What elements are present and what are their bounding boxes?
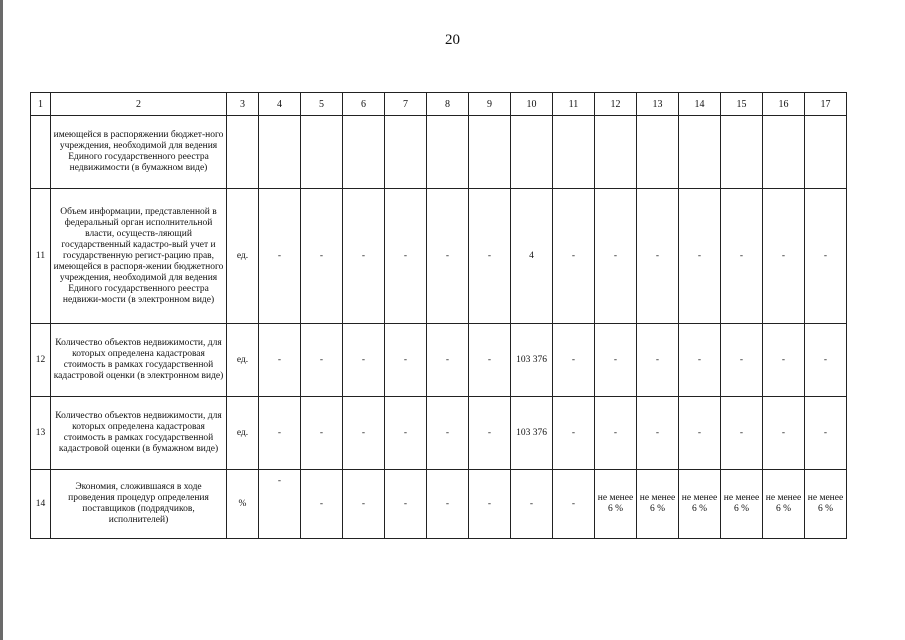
value-cell: - [343,324,385,397]
value-cell: - [553,189,595,324]
unit-of-measure: ед. [227,189,259,324]
value-cell: - [595,397,637,470]
value-cell: не менее 6 % [721,470,763,539]
row-number: 13 [31,397,51,470]
value-cell: - [469,189,511,324]
value-cell: - [721,397,763,470]
value-cell: 103 376 [511,324,553,397]
value-cell: - [427,397,469,470]
indicator-description: Объем информации, представленной в федеральный орган исполнительной власти, осуществ-ляющий государственный кадастро-вый учет и государственную регист-рацию прав, имеющейся в распоря-жении бюджетного учреждения, необходимой для ведения Единого государственного реестра недвижи-мости (в электронном виде) [51,189,227,324]
table-row [31,397,847,470]
value-cell [763,116,805,189]
value-cell: - [427,189,469,324]
table-row [31,116,847,189]
column-header-4: 4 [259,93,301,116]
page-number: 20 [445,32,460,48]
value-cell: - [679,397,721,470]
value-cell: - [805,189,847,324]
column-header-14: 14 [679,93,721,116]
value-cell [301,116,343,189]
value-cell [343,116,385,189]
value-cell [385,116,427,189]
value-cell: - [343,397,385,470]
value-cell: не менее 6 % [595,470,637,539]
indicator-description: Количество объектов недвижимости, для которых определена кадастровая стоимость в рамках государственной кадастровой оценки (в бумажном виде) [51,397,227,470]
value-cell: - [721,189,763,324]
value-cell: - [469,324,511,397]
value-cell [511,116,553,189]
value-cell: - [721,324,763,397]
value-cell: - [259,189,301,324]
value-cell: - [385,189,427,324]
value-cell [721,116,763,189]
column-header-13: 13 [637,93,679,116]
value-cell: - [805,397,847,470]
value-cell [553,116,595,189]
value-cell: - [595,324,637,397]
value-cell [469,116,511,189]
value-cell: - [259,470,301,539]
unit-of-measure [227,116,259,189]
column-header-9: 9 [469,93,511,116]
value-cell: - [343,189,385,324]
value-cell: - [511,470,553,539]
table-row [31,324,847,397]
row-number [31,116,51,189]
header-row [31,93,847,116]
value-cell: - [805,324,847,397]
column-header-1: 1 [31,93,51,116]
value-cell: - [637,397,679,470]
column-header-10: 10 [511,93,553,116]
column-header-6: 6 [343,93,385,116]
value-cell [427,116,469,189]
value-cell: не менее 6 % [637,470,679,539]
value-cell: - [679,324,721,397]
value-cell: - [553,324,595,397]
column-header-17: 17 [805,93,847,116]
value-cell: - [343,470,385,539]
unit-of-measure: ед. [227,397,259,470]
row-number: 12 [31,324,51,397]
value-cell: - [259,397,301,470]
value-cell [637,116,679,189]
value-cell [259,116,301,189]
value-cell: - [427,324,469,397]
indicator-description: имеющейся в распоряжении бюджет-ного учреждения, необходимой для ведения Единого государственного реестра недвижимости (в бумажном виде) [51,116,227,189]
value-cell: - [637,324,679,397]
value-cell: 103 376 [511,397,553,470]
value-cell: - [763,189,805,324]
column-header-7: 7 [385,93,427,116]
value-cell [805,116,847,189]
value-cell: - [469,470,511,539]
value-cell: - [763,324,805,397]
scan-edge [0,0,3,640]
value-cell: - [385,324,427,397]
indicators-table [30,92,847,539]
unit-of-measure: % [227,470,259,539]
value-cell: 4 [511,189,553,324]
value-cell: - [637,189,679,324]
value-cell: - [763,397,805,470]
value-cell: - [259,324,301,397]
unit-of-measure: ед. [227,324,259,397]
value-cell: - [679,189,721,324]
indicator-description: Количество объектов недвижимости, для которых определена кадастровая стоимость в рамках государственной кадастровой оценки (в электронном виде) [51,324,227,397]
column-header-15: 15 [721,93,763,116]
value-cell: - [385,470,427,539]
column-header-8: 8 [427,93,469,116]
indicator-description: Экономия, сложившаяся в ходе проведения процедур определения поставщиков (подрядчиков, исполнителей) [51,470,227,539]
value-cell: - [595,189,637,324]
value-cell [679,116,721,189]
column-header-5: 5 [301,93,343,116]
column-header-11: 11 [553,93,595,116]
table-row [31,189,847,324]
value-cell [595,116,637,189]
table-row [31,470,847,539]
value-cell: - [301,324,343,397]
column-header-12: 12 [595,93,637,116]
value-cell: не менее 6 % [763,470,805,539]
value-cell: - [553,470,595,539]
value-cell: - [385,397,427,470]
value-cell: не менее 6 % [805,470,847,539]
value-cell: - [427,470,469,539]
column-header-16: 16 [763,93,805,116]
value-cell: - [301,470,343,539]
value-cell: - [553,397,595,470]
value-cell: - [301,397,343,470]
row-number: 11 [31,189,51,324]
column-header-2: 2 [51,93,227,116]
column-header-3: 3 [227,93,259,116]
row-number: 14 [31,470,51,539]
value-cell: - [469,397,511,470]
value-cell: не менее 6 % [679,470,721,539]
value-cell: - [301,189,343,324]
